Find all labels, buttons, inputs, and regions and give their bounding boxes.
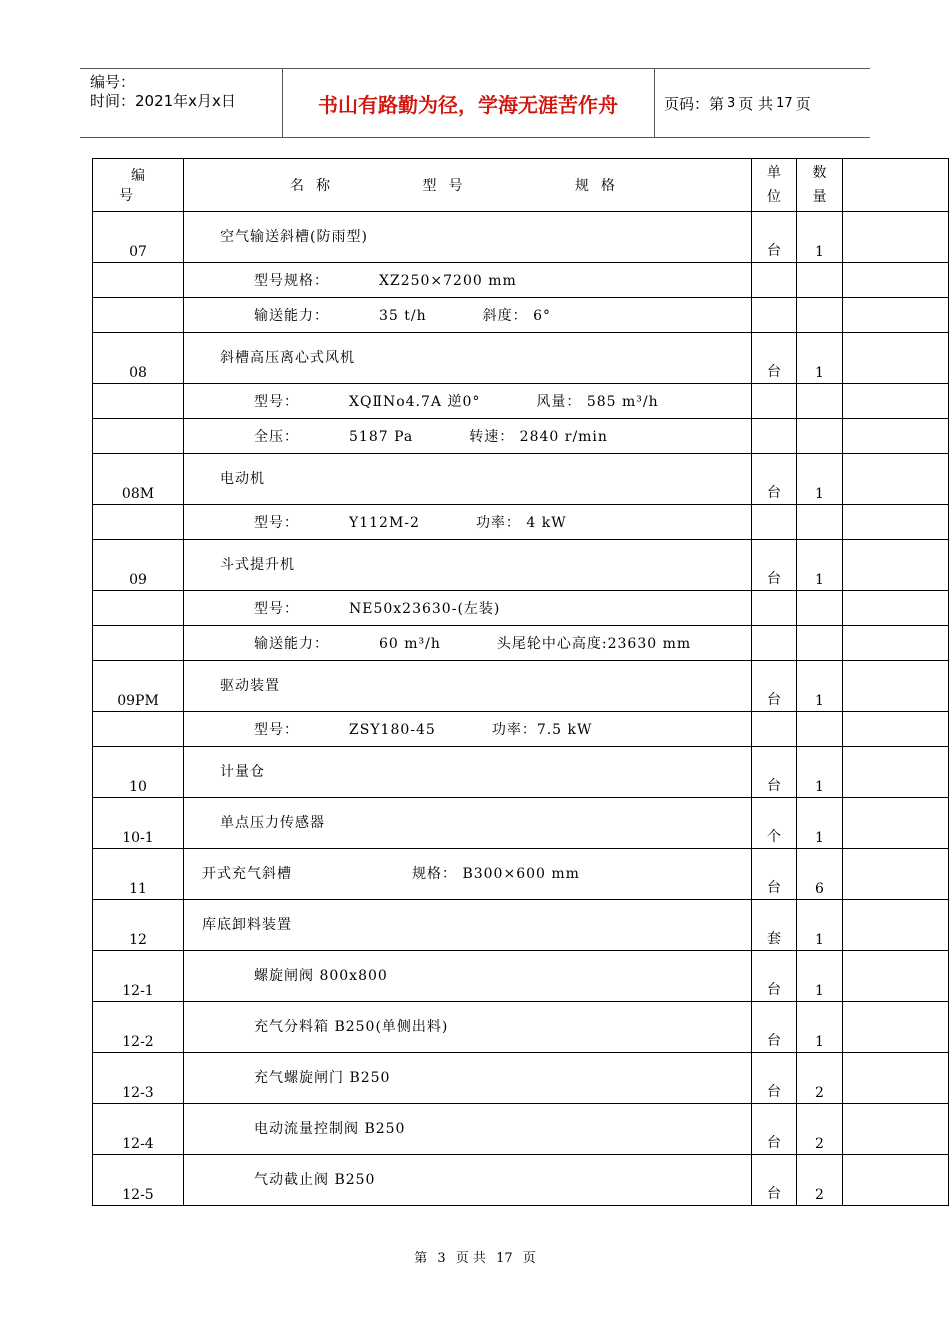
row-extra — [843, 849, 949, 900]
row-name-part: 35 t/h — [379, 308, 427, 324]
col-header-code: 编号 — [93, 159, 184, 212]
col-header-unit — [752, 159, 797, 212]
row-name-part: 型号： — [254, 601, 299, 617]
row-name-part: 头尾轮中心高度:23630 mm — [496, 636, 692, 652]
row-extra — [843, 505, 949, 540]
row-qty — [797, 384, 843, 419]
row-name — [184, 333, 752, 384]
page-footer — [0, 1247, 950, 1266]
row-code — [93, 591, 184, 626]
row-qty: 1 — [797, 661, 843, 712]
row-qty — [797, 298, 843, 333]
table-row — [93, 747, 949, 798]
row-extra — [843, 263, 949, 298]
row-name-part: 斜槽高压离心式风机 — [220, 350, 355, 366]
col-header-name — [184, 159, 752, 212]
row-name-part: Y112M-2 — [349, 515, 420, 531]
table-row — [93, 263, 949, 298]
col-header-qty-1: 数 — [812, 165, 827, 181]
footer-suffix: 页 — [522, 1251, 536, 1266]
row-extra — [843, 661, 949, 712]
row-unit: 台 — [752, 661, 797, 712]
row-name — [184, 419, 752, 454]
row-qty: 1 — [797, 540, 843, 591]
row-extra — [843, 419, 949, 454]
row-name — [184, 540, 752, 591]
row-code: 12 — [93, 900, 184, 951]
row-code — [93, 505, 184, 540]
footer-page: 3 — [437, 1251, 446, 1266]
row-name — [184, 951, 752, 1002]
row-name-part: 充气分料箱 B250(单侧出料) — [254, 1019, 449, 1035]
row-name-part: 空气输送斜槽(防雨型) — [220, 229, 368, 245]
row-extra — [843, 591, 949, 626]
table-row — [93, 505, 949, 540]
row-unit: 台 — [752, 1053, 797, 1104]
row-name-part: 全压： — [254, 429, 299, 445]
row-qty — [797, 591, 843, 626]
header-meta — [90, 73, 236, 111]
row-code — [93, 712, 184, 747]
row-name-part: 5187 Pa — [349, 429, 414, 445]
row-name-part: 气动截止阀 B250 — [254, 1172, 376, 1188]
row-name-part: 斜度： 6° — [482, 308, 551, 324]
row-code: 10-1 — [93, 798, 184, 849]
row-extra — [843, 712, 949, 747]
row-name-part: 型号： — [254, 515, 299, 531]
col-header-name-c: 规格 — [574, 178, 627, 194]
row-code: 12-1 — [93, 951, 184, 1002]
row-qty: 1 — [797, 747, 843, 798]
row-code: 12-5 — [93, 1155, 184, 1206]
col-header-extra — [843, 159, 949, 212]
row-name-part: 型号规格： — [254, 273, 329, 289]
row-name — [184, 1155, 752, 1206]
row-code: 10 — [93, 747, 184, 798]
row-extra — [843, 333, 949, 384]
row-extra — [843, 747, 949, 798]
table-row — [93, 1104, 949, 1155]
row-extra — [843, 1053, 949, 1104]
row-extra — [843, 454, 949, 505]
row-name-part: 60 m³/h — [379, 636, 441, 652]
header-page-prefix: 页码：第 — [664, 94, 725, 113]
row-qty: 1 — [797, 333, 843, 384]
row-qty: 1 — [797, 454, 843, 505]
table-row — [93, 591, 949, 626]
row-unit — [752, 298, 797, 333]
row-unit — [752, 419, 797, 454]
row-code: 08 — [93, 333, 184, 384]
row-extra — [843, 900, 949, 951]
row-qty: 2 — [797, 1053, 843, 1104]
header-motto: 书山有路勤为径，学海无涯苦作舟 — [318, 92, 618, 117]
row-name-part: 输送能力： — [254, 636, 329, 652]
row-extra — [843, 951, 949, 1002]
row-extra — [843, 540, 949, 591]
row-unit: 台 — [752, 454, 797, 505]
row-extra — [843, 212, 949, 263]
row-name-part: XZ250×7200 mm — [379, 273, 517, 289]
row-name — [184, 454, 752, 505]
row-qty: 1 — [797, 951, 843, 1002]
row-name-part: 充气螺旋闸门 B250 — [254, 1070, 391, 1086]
row-unit: 台 — [752, 333, 797, 384]
table-row — [93, 661, 949, 712]
row-name-part: 驱动装置 — [220, 678, 280, 694]
table-row — [93, 298, 949, 333]
row-qty: 2 — [797, 1155, 843, 1206]
row-name — [184, 712, 752, 747]
row-code — [93, 384, 184, 419]
row-name — [184, 298, 752, 333]
col-header-unit-2: 位 — [767, 189, 781, 205]
row-extra — [843, 798, 949, 849]
row-name-part: XQⅡNo4.7A 逆0° — [349, 394, 481, 410]
row-code: 12-2 — [93, 1002, 184, 1053]
row-qty — [797, 505, 843, 540]
row-unit — [752, 591, 797, 626]
col-header-qty — [797, 159, 843, 212]
row-name-part: 风量： 585 m³/h — [536, 394, 659, 410]
row-qty — [797, 419, 843, 454]
row-qty: 6 — [797, 849, 843, 900]
table-row — [93, 900, 949, 951]
footer-mid: 页 共 — [455, 1251, 486, 1266]
row-unit — [752, 384, 797, 419]
table-row — [93, 951, 949, 1002]
row-unit: 台 — [752, 540, 797, 591]
table-row — [93, 419, 949, 454]
row-code: 12-3 — [93, 1053, 184, 1104]
row-name-part: 功率： 4 kW — [475, 515, 567, 531]
row-name-part: 电动机 — [220, 471, 265, 487]
table-body — [93, 212, 949, 1206]
table-row — [93, 333, 949, 384]
row-name-part: 单点压力传感器 — [220, 815, 325, 831]
col-header-name-a: 名称 — [290, 178, 342, 194]
row-qty: 1 — [797, 212, 843, 263]
row-code: 07 — [93, 212, 184, 263]
row-name — [184, 661, 752, 712]
header-code-label: 编号： — [90, 73, 136, 91]
equipment-table — [92, 158, 949, 1206]
row-name — [184, 384, 752, 419]
row-name — [184, 1002, 752, 1053]
row-name — [184, 849, 752, 900]
row-name-part: 输送能力： — [254, 308, 329, 324]
row-unit: 套 — [752, 900, 797, 951]
row-unit: 台 — [752, 1002, 797, 1053]
row-name-part: 计量仓 — [220, 764, 265, 780]
row-name-part: 电动流量控制阀 B250 — [254, 1121, 406, 1137]
table-row — [93, 454, 949, 505]
row-code — [93, 298, 184, 333]
row-unit: 台 — [752, 1155, 797, 1206]
row-qty: 1 — [797, 798, 843, 849]
row-qty: 1 — [797, 900, 843, 951]
row-name — [184, 747, 752, 798]
row-qty: 2 — [797, 1104, 843, 1155]
row-unit: 台 — [752, 849, 797, 900]
row-unit — [752, 263, 797, 298]
row-name-part: 型号： — [254, 722, 299, 738]
col-header-qty-2: 量 — [812, 189, 827, 205]
col-header-name-b: 型号 — [422, 178, 475, 194]
row-qty — [797, 626, 843, 661]
row-name-part: 库底卸料装置 — [202, 917, 292, 933]
row-code: 12-4 — [93, 1104, 184, 1155]
row-name-part: ZSY180-45 — [349, 722, 436, 738]
row-name — [184, 212, 752, 263]
row-code: 11 — [93, 849, 184, 900]
row-unit: 台 — [752, 747, 797, 798]
row-name-part: 型号： — [254, 394, 299, 410]
row-qty: 1 — [797, 1002, 843, 1053]
row-unit — [752, 626, 797, 661]
row-name-part: 功率：7.5 kW — [491, 722, 593, 738]
row-code — [93, 419, 184, 454]
header-page-total: 17 — [776, 95, 793, 111]
header-divider — [654, 69, 655, 137]
header-page-suffix: 页 — [795, 94, 811, 113]
row-unit: 台 — [752, 212, 797, 263]
table-row — [93, 384, 949, 419]
header-time-label: 时间：2021年x月x日 — [90, 92, 236, 110]
row-name — [184, 900, 752, 951]
page-header — [80, 68, 870, 138]
table-row — [93, 626, 949, 661]
row-code: 09 — [93, 540, 184, 591]
footer-total: 17 — [496, 1251, 513, 1266]
row-name — [184, 505, 752, 540]
row-name-part: NE50x23630-(左装) — [349, 601, 501, 617]
row-code: 08M — [93, 454, 184, 505]
row-name-part: 规格： B300×600 mm — [412, 866, 580, 882]
header-page-mid: 页 共 — [738, 94, 774, 113]
row-name — [184, 626, 752, 661]
table-row — [93, 540, 949, 591]
table-header-row — [93, 159, 949, 212]
table-row — [93, 1053, 949, 1104]
row-name-part: 斗式提升机 — [220, 557, 295, 573]
row-extra — [843, 384, 949, 419]
row-name — [184, 591, 752, 626]
header-page-info — [664, 69, 811, 137]
row-name — [184, 1104, 752, 1155]
table-row — [93, 849, 949, 900]
row-name — [184, 263, 752, 298]
row-unit: 台 — [752, 1104, 797, 1155]
row-name — [184, 1053, 752, 1104]
table-row — [93, 712, 949, 747]
row-extra — [843, 298, 949, 333]
table-row — [93, 1155, 949, 1206]
row-extra — [843, 1002, 949, 1053]
table-row — [93, 798, 949, 849]
row-name-part: 螺旋闸阀 800x800 — [254, 968, 388, 984]
header-page-num: 3 — [727, 95, 736, 111]
row-name — [184, 798, 752, 849]
row-unit — [752, 505, 797, 540]
col-header-unit-1: 单 — [767, 165, 781, 181]
row-unit — [752, 712, 797, 747]
row-code: 09PM — [93, 661, 184, 712]
row-unit: 台 — [752, 951, 797, 1002]
table-row — [93, 1002, 949, 1053]
row-extra — [843, 626, 949, 661]
row-extra — [843, 1155, 949, 1206]
row-qty — [797, 263, 843, 298]
row-unit: 个 — [752, 798, 797, 849]
row-name-part: 转速： 2840 r/min — [469, 429, 608, 445]
row-extra — [843, 1104, 949, 1155]
row-qty — [797, 712, 843, 747]
row-code — [93, 263, 184, 298]
footer-prefix: 第 — [414, 1251, 428, 1266]
row-name-part: 开式充气斜槽 — [202, 866, 292, 882]
row-code — [93, 626, 184, 661]
table-row — [93, 212, 949, 263]
